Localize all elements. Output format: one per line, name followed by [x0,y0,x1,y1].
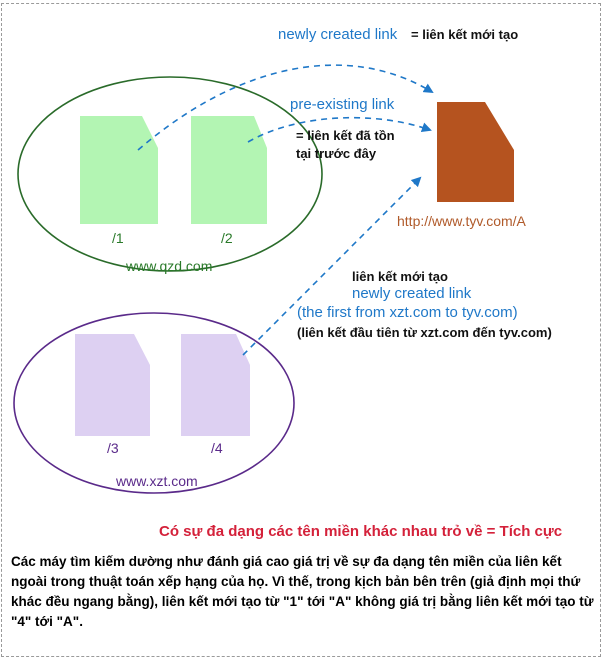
target-url: http://www.tyv.com/A [397,213,526,229]
explanation-paragraph: Các máy tìm kiếm dường như đánh giá cao giá trị về sự đa dạng tên miền của liên kết ngoài trong thuật toán xếp hạng của họ. Vì thế, trong kịch bản bên trên (giả định mọi thứ khác đều ngang bằng), liên kết mới tạo từ "1" tới "A" không giá trị bằng liên kết mới tạo từ "4" tới "A". [11,554,594,629]
document-1-icon [80,116,158,224]
top-link-label: newly created link [278,26,398,43]
document-2-icon [191,116,267,224]
headline: Có sự đa dạng các tên miền khác nhau trỏ về = Tích cực [159,523,563,540]
qzd-domain-label: www.qzd.com [126,258,213,274]
document-3-icon [75,334,150,436]
preexisting-link-label: pre-existing link [290,96,395,113]
preexisting-translation-line2: tại trước đây [296,146,377,161]
document-4-icon [181,334,250,436]
xzt-link-note: (the first from xzt.com to tyv.com) [297,304,518,321]
xzt-domain-label: www.xzt.com [116,473,198,489]
page-1-label: /1 [112,230,124,246]
top-link-translation: = liên kết mới tạo [411,27,519,42]
xzt-link-translation: liên kết mới tạo [352,269,448,284]
page-2-label: /2 [221,230,233,246]
page-4-label: /4 [211,440,223,456]
xzt-link-label: newly created link [352,285,472,302]
page-3-label: /3 [107,440,119,456]
preexisting-translation-line1: = liên kết đã tồn [296,128,395,143]
xzt-domain-ellipse [14,313,294,493]
qzd-domain-ellipse [18,77,322,271]
target-document-icon [437,102,514,202]
xzt-link-note-translation: (liên kết đầu tiên từ xzt.com đến tyv.com) [297,325,552,340]
